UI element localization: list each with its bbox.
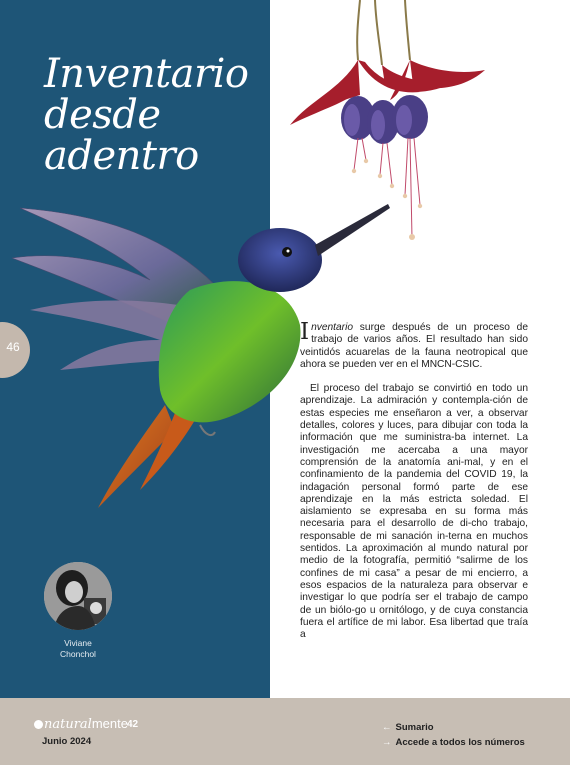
article-title xyxy=(44,51,269,179)
portrait-photo xyxy=(44,562,112,630)
footer-nav xyxy=(382,720,525,750)
italic-title-word: nventario xyxy=(311,322,354,333)
paragraph-1-text: surge después de un proceso de trabajo de varios años. El resultado han sido veintidós acuarelas de la fauna neotropical que ahora se pueden ver en el MNCN-CSIC. xyxy=(300,322,528,370)
issue-number: 42 xyxy=(127,719,139,730)
arrow-right-icon: → xyxy=(382,737,392,748)
article-body xyxy=(300,319,528,653)
author-name xyxy=(36,638,120,660)
brand-italic: natural xyxy=(44,717,92,732)
title-line-1: Inventario xyxy=(44,51,249,97)
page-number: 46 xyxy=(6,340,20,354)
brand-regular: mente xyxy=(91,716,128,731)
arrow-left-icon: ← xyxy=(382,722,392,733)
title-line-2: desde xyxy=(44,92,161,138)
nav-sumario-label: Sumario xyxy=(395,722,434,733)
title-line-3: adentro xyxy=(44,133,199,179)
brand-dot-icon xyxy=(34,720,43,729)
author-portrait xyxy=(44,562,112,630)
nav-all-issues-label: Accede a todos los números xyxy=(395,737,525,748)
issue-date: Junio 2024 xyxy=(42,736,92,747)
nav-all-issues-link[interactable] xyxy=(382,735,525,750)
drop-cap: I xyxy=(300,319,310,345)
author-first-name: Viviane xyxy=(64,638,92,648)
nav-sumario-link[interactable] xyxy=(382,720,525,735)
magazine-brand xyxy=(44,716,128,732)
article-paragraph-1 xyxy=(300,319,528,371)
author-last-name: Chonchol xyxy=(60,649,96,659)
article-paragraph-2: El proceso del trabajo se convirtió en todo un aprendizaje. La admiración y contempla-ción de estas especies me enseñaron a ver, a observar detalles, colores y luces, para dibujar con toda la información que me suministra-ba internet. La investigación me acercaba a una mayor comprensión de la anatomía ani-mal, y en el confinamiento de la pandemia del COVID 19, la indagación personal formó parte de ese aprendizaje en la más estricta soledad. El aislamiento se expresaba en su forma más necesaria para el desarrollo de di-cho trabajo, responsable de mi sanación in-terna en muchos sentidos. La aproximación al mundo natural por medio de la fotografía, permitió “salirme de los confines de mi casa” a pesar de mi encierro, a esos espacios de la naturaleza para observar e investigar lo que podría ser el trabajo de campo de un biólo-go u ornitólogo, y de cuya constancia fuera el artífice de mi labor. Esa libertad que traía a xyxy=(300,383,528,641)
